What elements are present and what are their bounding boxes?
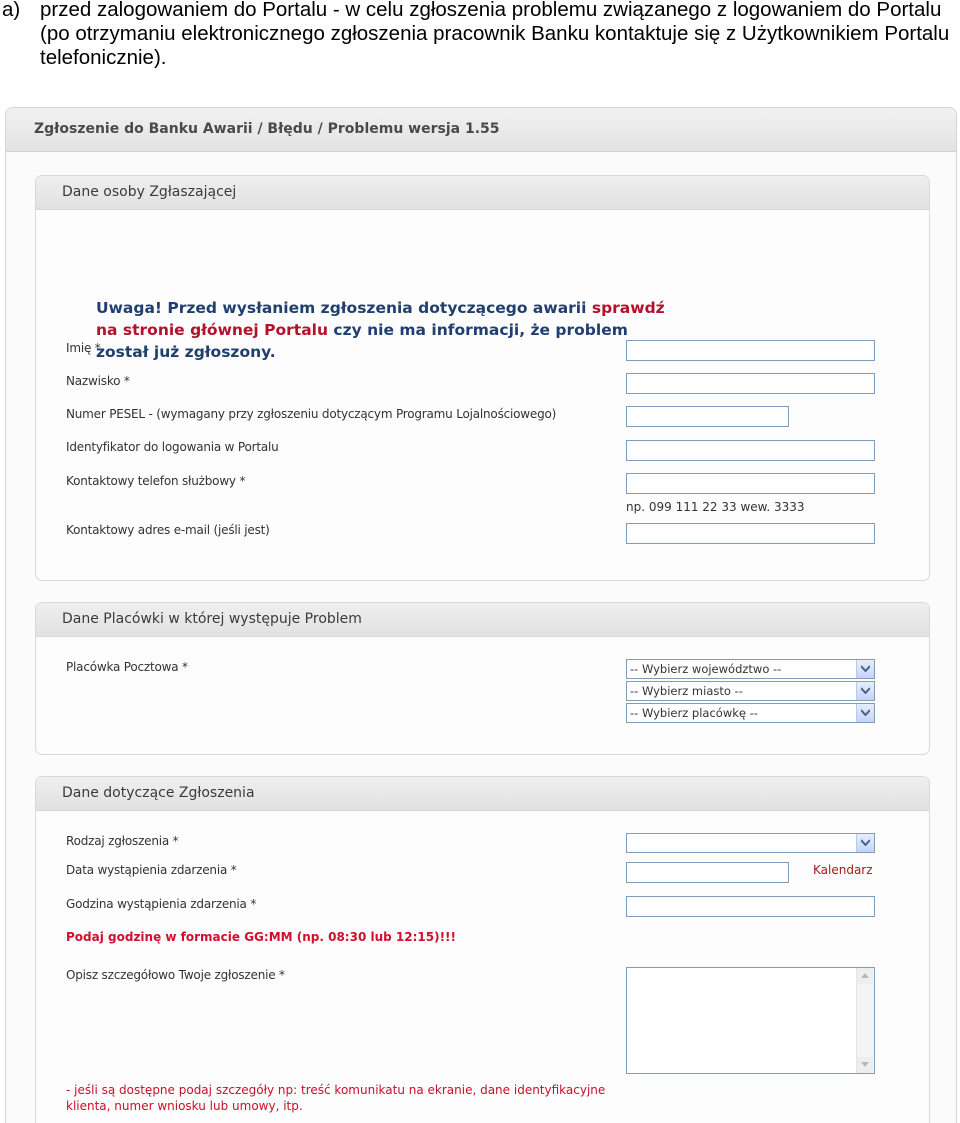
voivodeship-select[interactable] — [626, 659, 875, 679]
voivodeship-select-value: -- Wybierz województwo -- — [630, 662, 782, 676]
details-panel-header — [36, 777, 929, 811]
form-title: Zgłoszenie do Banku Awarii / Błędu / Problemu wersja 1.55 — [34, 121, 500, 137]
login-id-input[interactable] — [626, 440, 875, 461]
report-form-window — [5, 107, 957, 1123]
scroll-down-icon[interactable] — [857, 1057, 873, 1073]
city-select[interactable] — [626, 681, 875, 701]
office-select[interactable] — [626, 703, 875, 723]
chevron-down-icon[interactable] — [856, 834, 874, 852]
office-data-panel — [35, 602, 930, 755]
report-type-select[interactable] — [626, 833, 875, 853]
office-select-value: -- Wybierz placówkę -- — [630, 706, 758, 720]
duplicate-warning — [96, 297, 676, 363]
calendar-link[interactable]: Kalendarz — [813, 863, 873, 877]
scroll-up-icon[interactable] — [857, 968, 873, 984]
chevron-down-icon[interactable] — [856, 660, 874, 678]
office-panel-header — [36, 603, 929, 637]
post-office-label: Placówka Pocztowa * — [66, 660, 188, 674]
time-format-warning: Podaj godzinę w formacie GG:MM (np. 08:30 lub 12:15)!!! — [66, 930, 456, 944]
chevron-down-icon[interactable] — [856, 682, 874, 700]
office-panel-title: Dane Placówki w której występuje Problem — [62, 611, 362, 627]
event-time-input[interactable] — [626, 896, 875, 917]
event-date-input[interactable] — [626, 862, 789, 883]
reporter-data-panel — [35, 175, 930, 581]
warning-text-start: Uwaga! Przed wysłaniem zgłoszenia dotyczącego awarii — [96, 299, 592, 317]
description-scrollbar[interactable] — [856, 968, 874, 1073]
pesel-label: Numer PESEL - (wymagany przy zgłoszeniu dotyczącym Programu Lojalnościowego) — [66, 407, 557, 421]
intro-marker: a) — [2, 0, 21, 21]
report-type-label: Rodzaj zgłoszenia * — [66, 834, 179, 848]
first-name-label: Imię * — [66, 341, 101, 355]
first-name-input[interactable] — [626, 340, 875, 361]
warning-text-end: czy nie ma informacji, że problem został już zgłoszony. — [96, 321, 628, 361]
last-name-label: Nazwisko * — [66, 374, 130, 388]
intro-text: przed zalogowaniem do Portalu - w celu zgłoszenia problemu związanego z logowaniem do Portalu (po otrzymaniu elektronicznego zgłoszenia pracownik Banku kontaktuje się z Użytkownikiem Portalu telefonicznie). — [40, 0, 950, 69]
warning-text-highlight: sprawdź na stronie głównej Portalu — [96, 299, 665, 339]
last-name-input[interactable] — [626, 373, 875, 394]
phone-hint: np. 099 111 22 33 wew. 3333 — [626, 500, 805, 514]
phone-label: Kontaktowy telefon służbowy * — [66, 474, 246, 488]
reporter-panel-header — [36, 176, 929, 210]
reporter-panel-title: Dane osoby Zgłaszającej — [62, 184, 237, 200]
phone-input[interactable] — [626, 473, 875, 494]
chevron-down-icon[interactable] — [856, 704, 874, 722]
description-hint-line1: - jeśli są dostępne podaj szczegóły np: treść komunikatu na ekranie, dane identyfikacyjne — [66, 1083, 606, 1097]
description-label: Opisz szczegółowo Twoje zgłoszenie * — [66, 968, 285, 982]
event-time-label: Godzina wystąpienia zdarzenia * — [66, 897, 257, 911]
city-select-value: -- Wybierz miasto -- — [630, 684, 743, 698]
report-details-panel — [35, 776, 930, 1123]
event-date-label: Data wystąpienia zdarzenia * — [66, 863, 237, 877]
email-input[interactable] — [626, 523, 875, 544]
details-panel-title: Dane dotyczące Zgłoszenia — [62, 785, 255, 801]
description-hint-line2: klienta, numer wniosku lub umowy, itp. — [66, 1099, 303, 1113]
email-label: Kontaktowy adres e-mail (jeśli jest) — [66, 523, 270, 537]
login-id-label: Identyfikator do logowania w Portalu — [66, 440, 279, 454]
pesel-input[interactable] — [626, 406, 789, 427]
description-textarea[interactable] — [626, 967, 875, 1074]
